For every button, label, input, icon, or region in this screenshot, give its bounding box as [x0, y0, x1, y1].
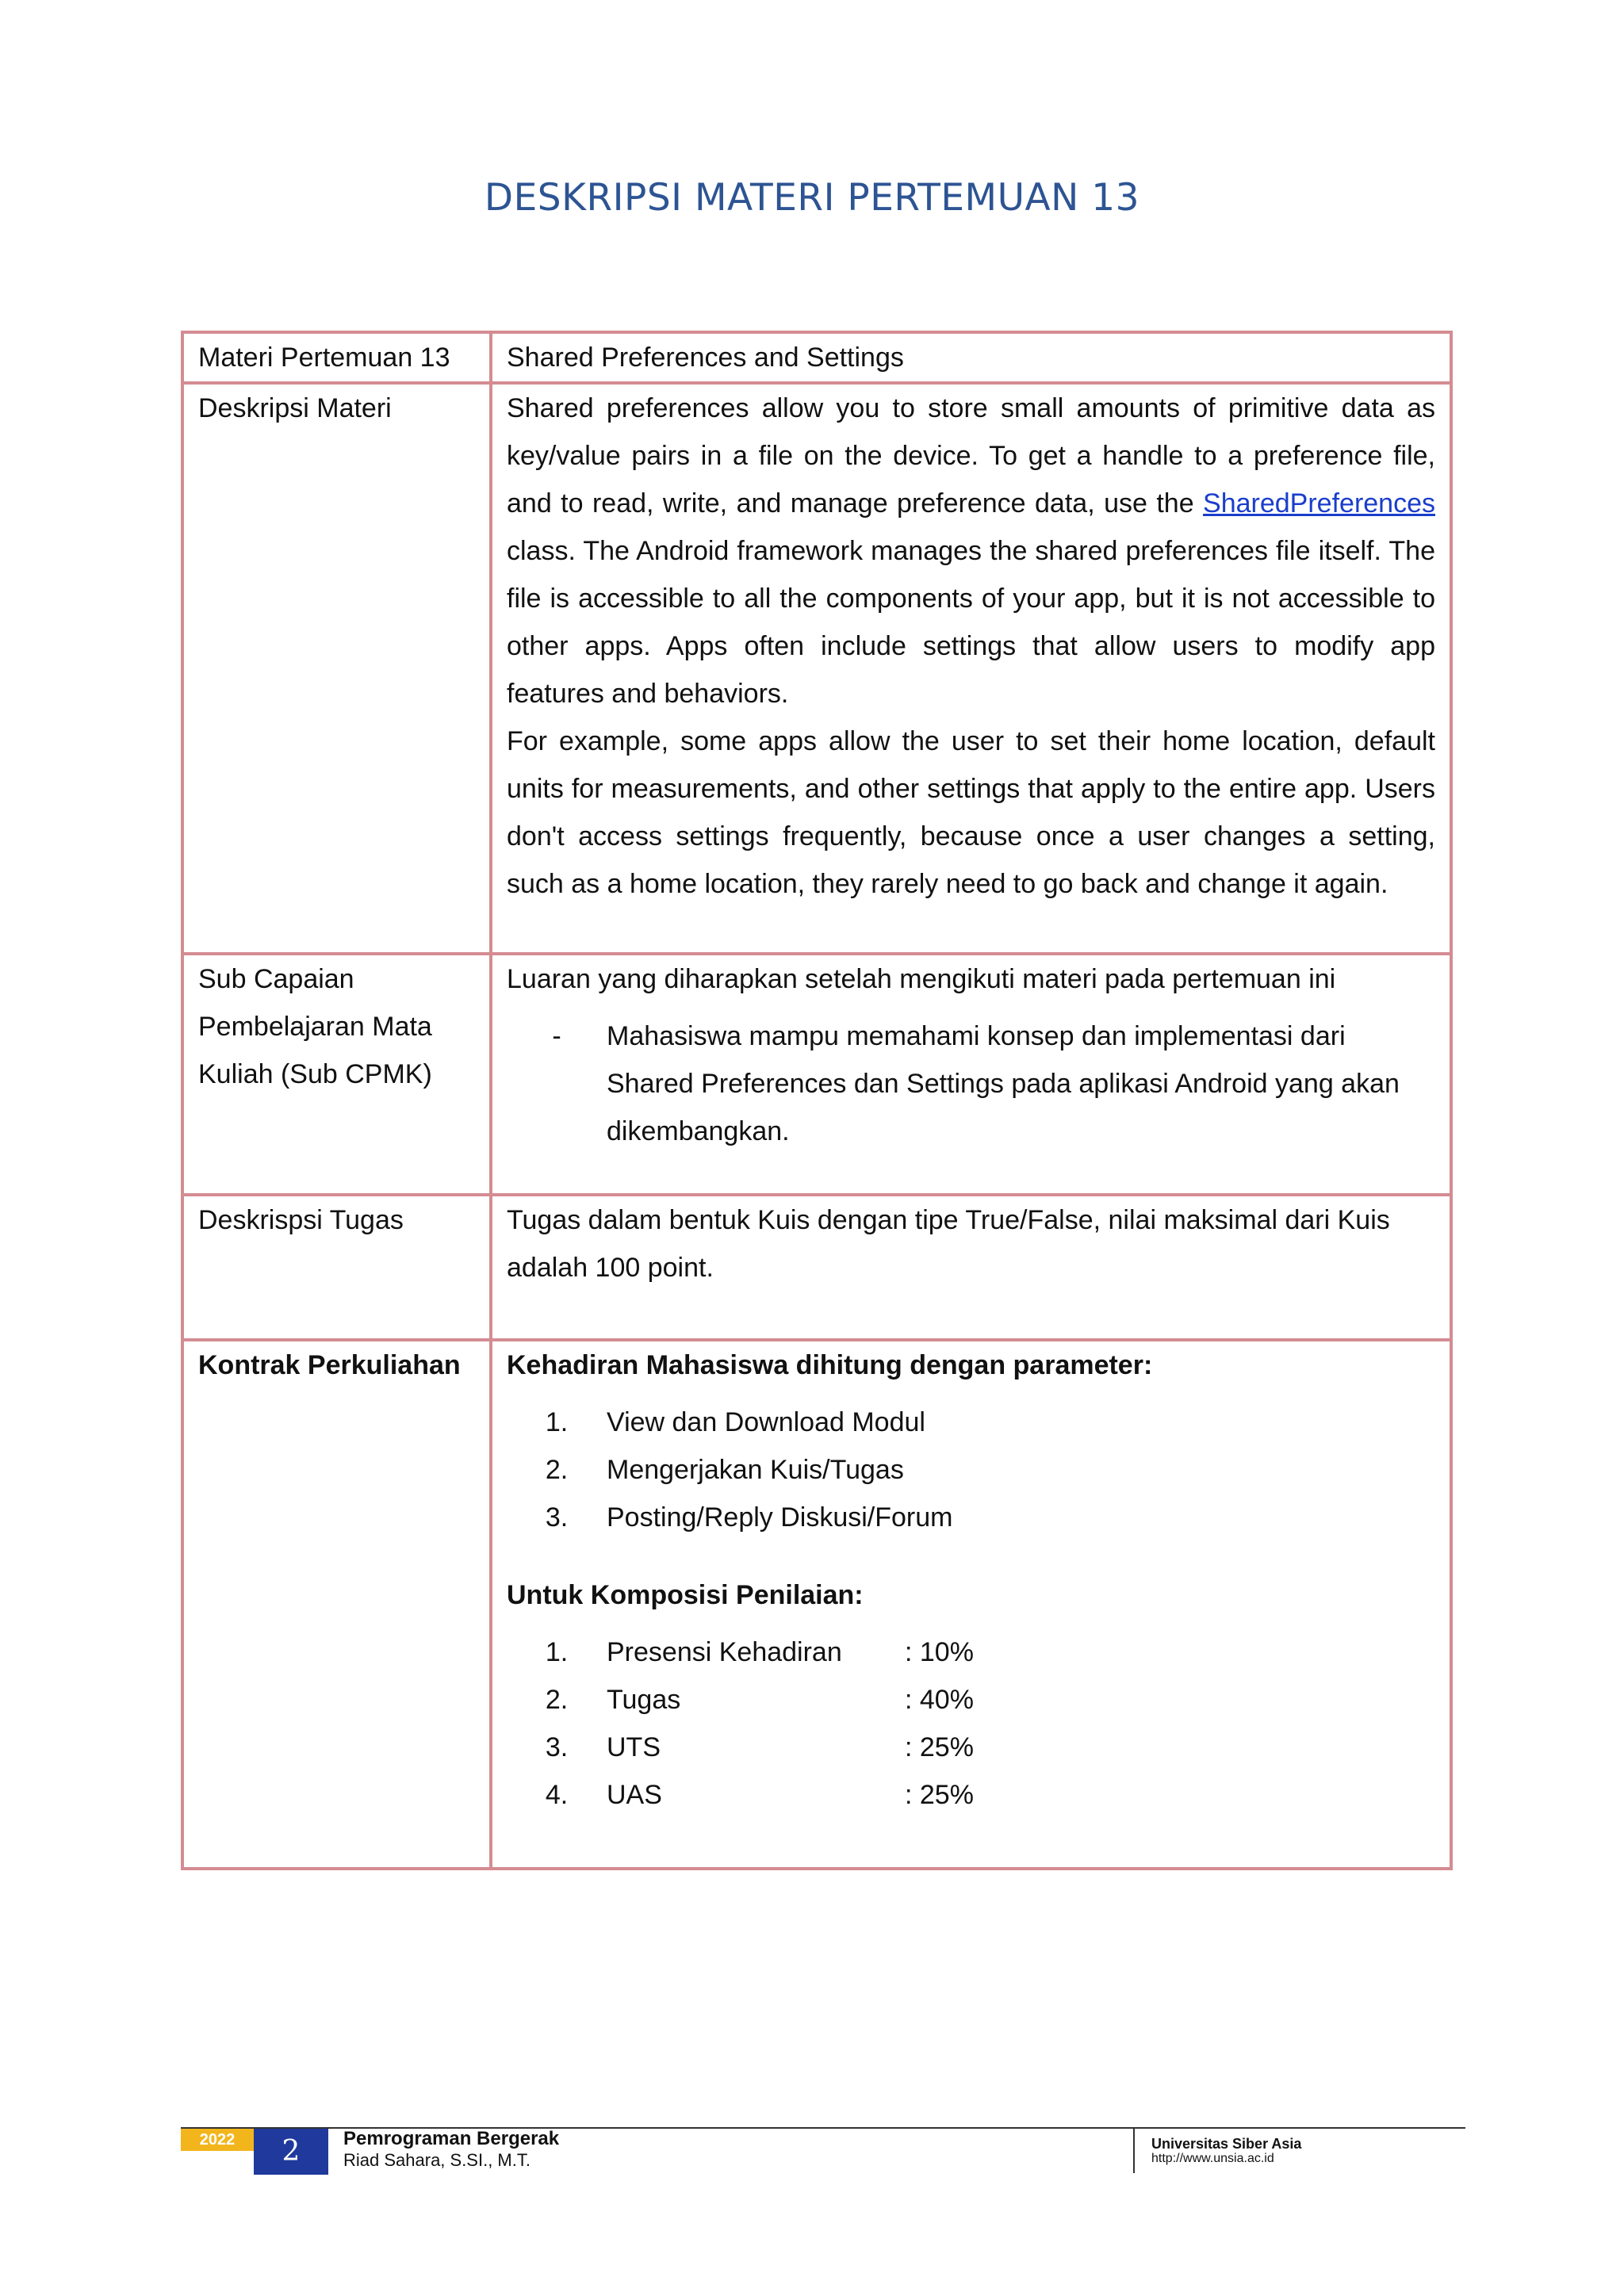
row-label: Sub Capaian Pembelajaran Mata Kuliah (Sub CPMK)	[182, 954, 491, 1195]
section-heading: Kehadiran Mahasiswa dihitung dengan parameter:	[507, 1350, 1153, 1380]
list-item	[507, 1399, 1435, 1446]
grading-weight: : 25%	[905, 1732, 974, 1762]
footer-year-badge: 2022	[181, 2129, 254, 2151]
grading-component: Tugas	[607, 1685, 681, 1715]
shared-preferences-link[interactable]: SharedPreferences	[1203, 488, 1435, 519]
section-heading: Untuk Komposisi Penilaian:	[507, 1580, 864, 1610]
footer-course-title: Pemrograman Bergerak	[343, 2128, 560, 2149]
footer-separator	[1133, 2129, 1135, 2173]
grading-component: UTS	[607, 1732, 661, 1762]
paragraph: Luaran yang diharapkan setelah mengikuti materi pada pertemuan ini	[507, 964, 1336, 994]
list-item	[507, 1724, 1435, 1771]
list-item	[507, 1771, 1435, 1819]
table-row	[182, 383, 1451, 954]
list-number: 3.	[545, 1732, 569, 1762]
grading-weight: : 25%	[905, 1780, 974, 1810]
list-number: 2.	[545, 1685, 569, 1715]
row-label: Materi Pertemuan 13	[182, 332, 491, 383]
list-number: 4.	[545, 1780, 569, 1810]
materi-table	[181, 331, 1453, 1870]
table-row	[182, 1195, 1451, 1340]
grading-component: UAS	[607, 1780, 662, 1810]
list-item	[507, 1628, 1435, 1676]
list-item-text: Mengerjakan Kuis/Tugas	[607, 1455, 904, 1485]
row-value	[491, 1340, 1451, 1869]
row-label: Deskrispsi Tugas	[182, 1195, 491, 1340]
footer-url: http://www.unsia.ac.id	[1151, 2152, 1274, 2165]
grading-list	[507, 1628, 1435, 1819]
grading-weight: : 40%	[905, 1685, 974, 1715]
grading-weight: : 10%	[905, 1637, 974, 1667]
paragraph: For example, some apps allow the user to set their home location, default units for measurements, and other settings that apply to the entire app. Users don't access settings frequently, because once a user changes a setting, such as a home location, they rarely need to go back and change it again.	[507, 726, 1435, 899]
row-value	[491, 383, 1451, 954]
row-value: Shared Preferences and Settings	[491, 332, 1451, 383]
list-item	[507, 1494, 1435, 1541]
list-item	[507, 1446, 1435, 1494]
list-item	[507, 1012, 1435, 1155]
row-label: Kontrak Perkuliahan	[182, 1340, 491, 1869]
list-item-text: View dan Download Modul	[607, 1407, 925, 1437]
row-label: Deskripsi Materi	[182, 383, 491, 954]
page-title: DESKRIPSI MATERI PERTEMUAN 13	[484, 176, 1140, 220]
table-row	[182, 954, 1451, 1195]
footer-lecturer: Riad Sahara, S.SI., M.T.	[343, 2150, 530, 2170]
list-number: 3.	[545, 1502, 569, 1533]
list-item-text: Posting/Reply Diskusi/Forum	[607, 1502, 953, 1533]
grading-component: Presensi Kehadiran	[607, 1637, 842, 1667]
footer-university: Universitas Siber Asia	[1151, 2136, 1302, 2152]
list-item-text: Mahasiswa mampu memahami konsep dan implementasi dari Shared Preferences dan Settings pada aplikasi Android yang akan dikembangkan.	[607, 1021, 1400, 1146]
table-row	[182, 332, 1451, 383]
row-value	[491, 954, 1451, 1195]
paragraph: Shared preferences allow you to store small amounts of primitive data as key/value pairs in a file on the device. To get a handle to a preference file, and to read, write, and manage preference data, use the SharedPreferences class. The Android framework manages the shared preferences file itself. The file is accessible to all the components of your app, but it is not accessible to other apps. Apps often include settings that allow users to modify app features and behaviors.	[507, 393, 1435, 709]
page-number: 2	[254, 2129, 328, 2175]
list-number: 1.	[545, 1637, 569, 1667]
bullet-marker: -	[552, 1021, 561, 1051]
row-value: Tugas dalam bentuk Kuis dengan tipe True/False, nilai maksimal dari Kuis adalah 100 point.	[491, 1195, 1451, 1340]
attendance-list	[507, 1399, 1435, 1541]
list-number: 2.	[545, 1455, 569, 1485]
list-item	[507, 1676, 1435, 1724]
list-number: 1.	[545, 1407, 569, 1437]
table-row	[182, 1340, 1451, 1869]
